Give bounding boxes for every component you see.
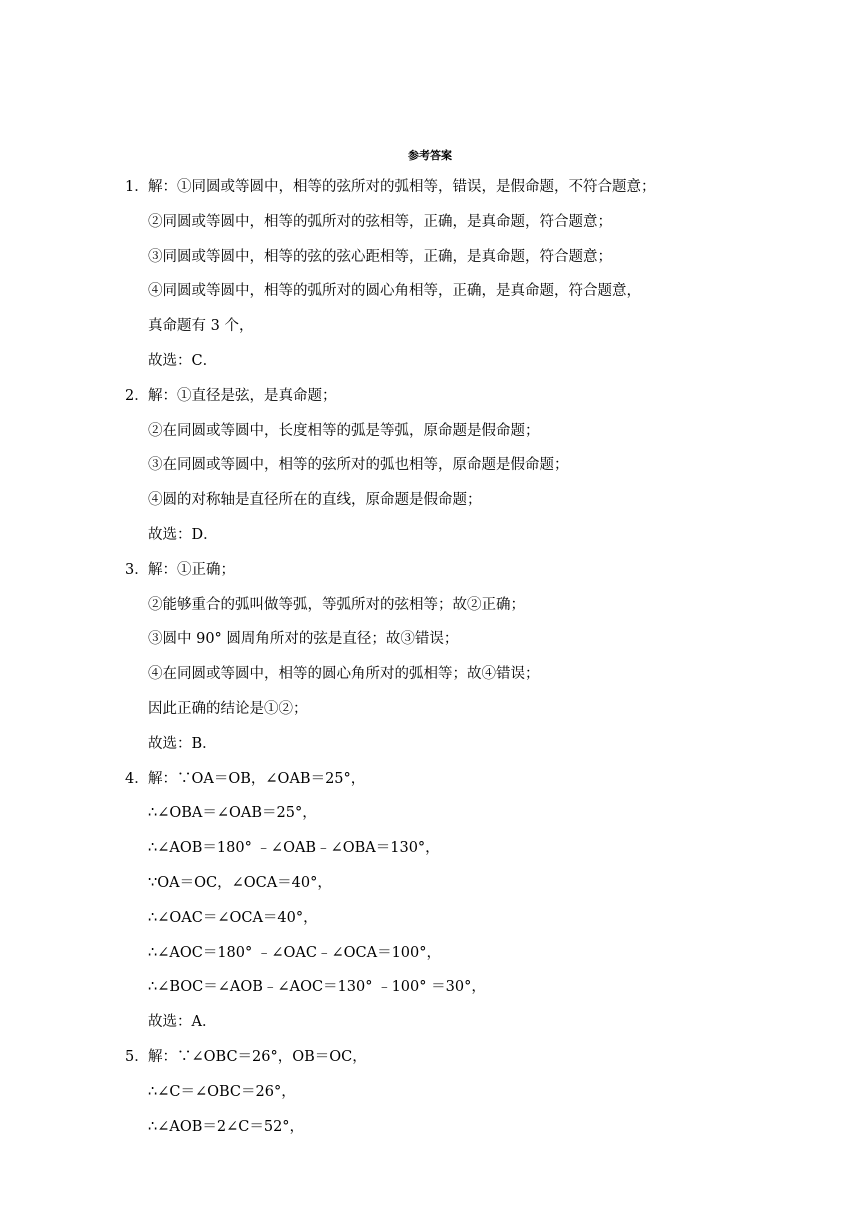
question-4-line-4: ∵OA＝OC，∠OCA＝40°， (148, 874, 332, 891)
question-4-line-3: ∴∠AOB＝180° ﹣∠OAB﹣∠OBA＝130°， (148, 840, 440, 857)
question-4-line-1: 4．解：∵OA＝OB，∠OAB＝25°， (0, 762, 860, 797)
question-number: 3． (125, 561, 149, 578)
page-title: 参考答案 (408, 149, 452, 162)
question-3-line-6: 故选：B． (148, 735, 217, 752)
question-4-line-8: 故选：A． (148, 1014, 217, 1031)
question-2-line-1: 2．解：①直径是弦，是真命题； (0, 379, 860, 414)
question-3-line-2: ②能够重合的弧叫做等弧，等弧所对的弦相等；故②正确； (148, 596, 525, 613)
question-2-line-3: ③在同圆或等圆中，相等的弦所对的弧也相等，原命题是假命题； (148, 457, 569, 474)
question-5-line-3: ∴∠AOB＝2∠C＝52°， (148, 1118, 305, 1135)
question-number: 2． (125, 387, 149, 404)
question-1-line-2: ②同圆或等圆中，相等的弧所对的弦相等，正确，是真命题，符合题意； (148, 213, 612, 230)
question-number: 5． (125, 1048, 149, 1065)
question-4-line-5: ∴∠OAC＝∠OCA＝40°， (148, 909, 318, 926)
question-2-line-4: ④圆的对称轴是直径所在的直线，原命题是假命题； (148, 492, 482, 509)
question-3-line-5: 因此正确的结论是①②； (148, 700, 308, 717)
question-1-line-5: 真命题有 3 个， (148, 318, 254, 335)
question-1-line-3: ③同圆或等圆中，相等的弦的弦心距相等，正确，是真命题，符合题意； (148, 248, 612, 265)
question-1-line-6: 故选：C． (148, 352, 218, 369)
question-5-line-2: ∴∠C＝∠OBC＝26°， (148, 1083, 296, 1100)
question-1-line-4: ④同圆或等圆中，相等的弧所对的圆心角相等，正确，是真命题，符合题意， (148, 283, 641, 300)
question-4-line-7: ∴∠BOC＝∠AOB﹣∠AOC＝130° ﹣100° ＝30°， (148, 979, 486, 996)
question-3-line-1: 3．解：①正确； (0, 553, 860, 588)
question-2-line-2: ②在同圆或等圆中，长度相等的弧是等弧，原命题是假命题； (148, 422, 540, 439)
question-number: 4． (125, 770, 149, 787)
question-3-line-3: ③圆中 90° 圆周角所对的弦是直径；故③错误； (148, 631, 459, 648)
answer-list (0, 170, 860, 1144)
question-4-line-6: ∴∠AOC＝180° ﹣∠OAC﹣∠OCA＝100°， (148, 944, 441, 961)
question-5-line-1: 5．解：∵∠OBC＝26°，OB＝OC， (0, 1040, 860, 1075)
question-1-line-1: 1．解：①同圆或等圆中，相等的弦所对的弧相等，错误，是假命题，不符合题意； (0, 170, 860, 205)
question-3-line-4: ④在同圆或等圆中，相等的圆心角所对的弧相等；故④错误； (148, 666, 540, 683)
question-number: 1． (125, 179, 149, 195)
question-2-line-5: 故选：D． (148, 526, 218, 543)
question-4-line-2: ∴∠OBA＝∠OAB＝25°， (148, 805, 317, 822)
